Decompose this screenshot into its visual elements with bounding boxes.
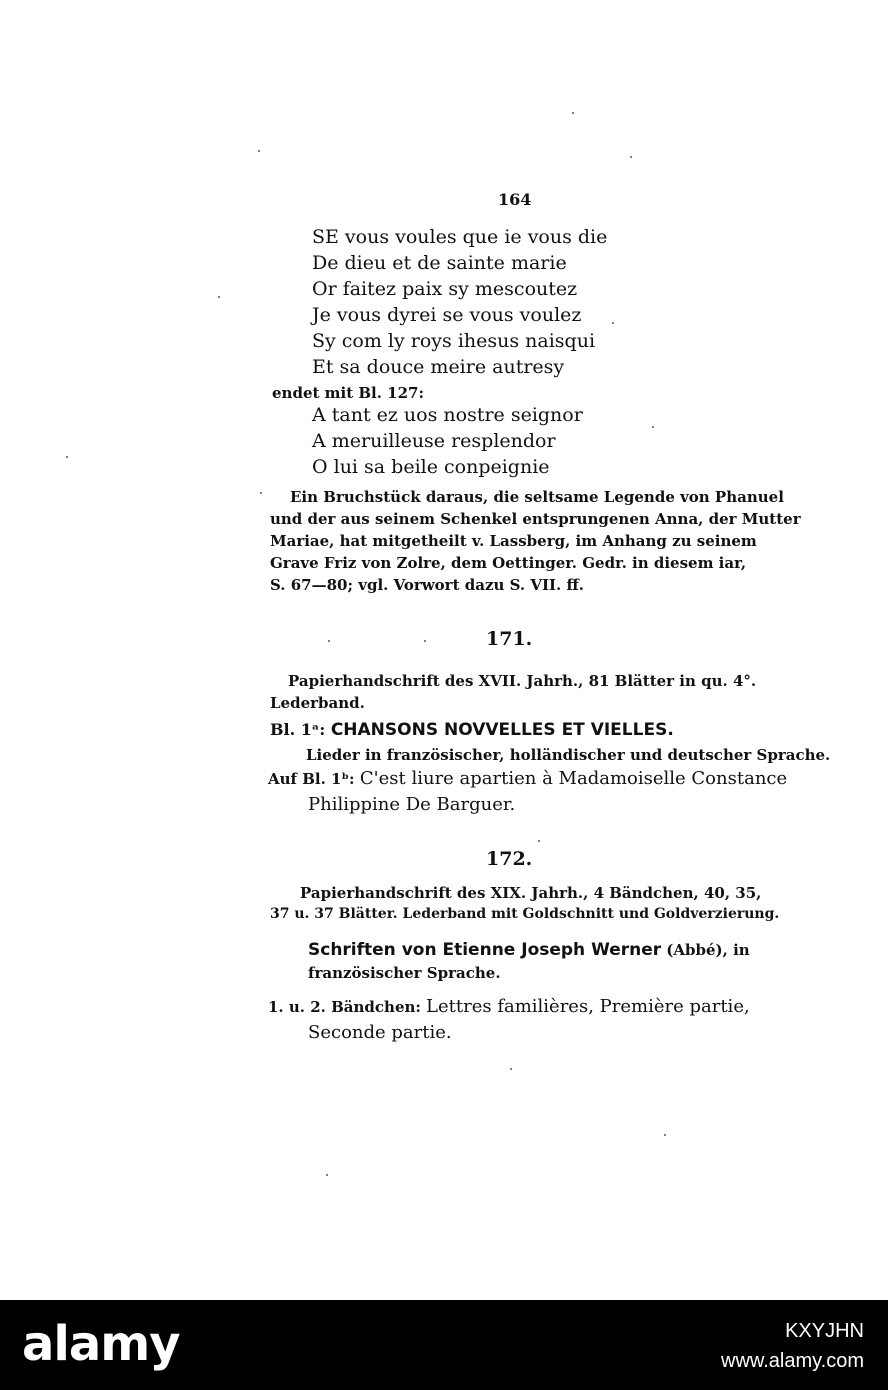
scan-speck [612,322,614,324]
scan-speck [66,456,68,458]
note-line: Mariae, hat mitgetheilt v. Lassberg, im Anhang zu seinem [270,532,757,550]
entry-171-auf [268,768,787,789]
verse-line: SE vous voules que ie vous die [312,226,608,248]
scan-speck [260,492,262,494]
entry-172-title [308,940,750,960]
entry-172-title-rest: (Abbé), in [666,941,750,959]
note-line: Grave Friz von Zolre, dem Oettinger. Gedr. in diesem iar, [270,554,747,572]
verse-line: A tant ez uos nostre seignor [312,404,583,426]
entry-172-title-line2: französischer Sprache. [308,964,501,982]
scan-speck [328,640,330,642]
entry-172-vol [268,996,750,1017]
verse-line: Or faitez paix sy mescoutez [312,278,578,300]
watermark-site: www.alamy.com [721,1350,864,1372]
entry-172-vol-text: Lettres familières, Première partie, [426,996,750,1017]
entry-172-vol-prefix: 1. u. 2. Bändchen: [268,998,421,1016]
entry-171-auf-prefix: Auf Bl. 1ᵇ: [268,770,355,788]
verse-line: A meruilleuse resplendor [312,430,556,452]
scan-speck [630,156,632,158]
entry-172-number: 172. [486,848,533,870]
ends-with-label: endet mit Bl. 127: [272,384,425,402]
entry-171-bl [270,720,674,740]
entry-171-auf-text2: Philippine De Barguer. [308,794,516,815]
note-line: und der aus seinem Schenkel entsprungenen Anna, der Mutter [270,510,801,528]
entry-172-desc: 37 u. 37 Blätter. Lederband mit Goldschnitt und Goldverzierung. [270,906,780,922]
entry-171-title: CHANSONS NOVVELLES ET VIELLES. [330,720,674,740]
entry-171-bl-prefix: Bl. 1ᵃ: [270,720,326,739]
note-line: S. 67—80; vgl. Vorwort dazu S. VII. ff. [270,576,584,594]
entry-171-lang: Lieder in französischer, holländischer und deutscher Sprache. [306,746,831,764]
scan-speck [538,840,540,842]
entry-171-number: 171. [486,628,533,650]
note-line: Ein Bruchstück daraus, die seltsame Legende von Phanuel [290,488,784,506]
note-paragraph [270,486,801,596]
entry-171-desc: Lederband. [270,694,365,712]
verse-line: De dieu et de sainte marie [312,252,567,274]
watermark-logo: alamy [22,1316,180,1372]
scan-speck [652,426,654,428]
watermark-image-id: KXYJHN [785,1320,864,1342]
scan-speck [510,1068,512,1070]
entry-171-desc: Papierhandschrift des XVII. Jahrh., 81 Blätter in qu. 4°. [288,672,757,690]
page-number: 164 [498,190,532,209]
scan-speck [572,112,574,114]
verse-line: Et sa douce meire autresy [312,356,565,378]
scan-speck [258,150,260,152]
verse-line: Sy com ly roys ihesus naisqui [312,330,596,352]
scan-speck [424,640,426,642]
entry-171-auf-text: C'est liure apartien à Madamoiselle Constance [359,768,788,789]
entry-172-vol-text2: Seconde partie. [308,1022,452,1043]
verse-line: O lui sa beile conpeignie [312,456,550,478]
scan-speck [664,1134,666,1136]
entry-172-title-bold: Schriften von Etienne Joseph Werner [308,940,662,960]
scan-speck [326,1174,328,1176]
entry-172-desc: Papierhandschrift des XIX. Jahrh., 4 Bändchen, 40, 35, [300,884,762,902]
scan-speck [218,296,220,298]
verse-line: Je vous dyrei se vous voulez [312,304,582,326]
